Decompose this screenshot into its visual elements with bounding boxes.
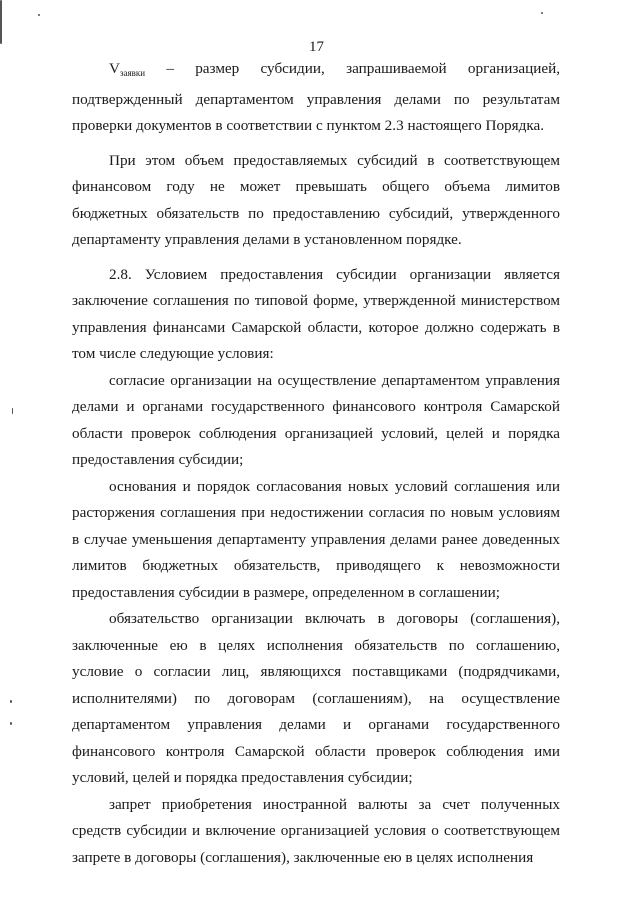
paragraph-obligation: обязательство организации включать в договоры (соглашения), заключенные ею в целях исполнения обязательств по соглашению, условие о согласии лиц, являющихся поставщиками (подрядчиками, исполнителями) по договорам (соглашениям), на осуществление департаментом управления делами и органами государственного финансового контроля Самарской области проверок соблюдения ими условий, целей и порядка предоставления субсидии; <box>72 610 560 786</box>
paragraph-text: – размер субсидии, запрашиваемой организацией, подтвержденный департаментом управления делами по результатам проверки документов в соответствии с пунктом 2.3 настоящего Порядка. <box>72 60 560 134</box>
page-number: 17 <box>309 39 324 55</box>
paragraph-currency-ban: запрет приобретения иностранной валюты за счет полученных средств субсидии и включение организацией условия о соответствующем запрете в договоры (соглашения), заключенные ею в целях исполнения <box>72 795 560 866</box>
scan-mark <box>541 12 543 14</box>
scan-mark <box>12 408 13 414</box>
variable-subscript: заявки <box>119 68 146 78</box>
paragraph-v-definition <box>72 56 560 140</box>
scan-mark <box>10 700 12 703</box>
document-body <box>72 56 560 871</box>
scan-mark <box>10 722 12 725</box>
variable-symbol: V <box>109 60 120 77</box>
scan-mark <box>38 14 40 16</box>
paragraph-grounds: основания и порядок согласования новых условий соглашения или расторжения соглашения при недостижении согласия по новым условиям в случае уменьшения департаменту управления делами ранее доведенных лимитов бюджетных обязательств, приводящего к невозможности предоставления субсидии в размере, определенном в соглашении; <box>72 477 560 601</box>
paragraph-consent: согласие организации на осуществление департаментом управления делами и органами государственного финансового контроля Самарской области проверок соблюдения организацией условий, целей и порядка предоставления субсидии; <box>72 371 560 468</box>
paragraph-2-8: 2.8. Условием предоставления субсидии организации является заключение соглашения по типовой форме, утвержденной министерством управления финансами Самарской области, которое должно содержать в том числе следующие условия: <box>72 265 560 362</box>
paragraph-limit: При этом объем предоставляемых субсидий в соответствующем финансовом году не может превышать общего объема лимитов бюджетных обязательств по предоставлению субсидий, утвержденного департаменту управления делами в установленном порядке. <box>72 151 560 248</box>
